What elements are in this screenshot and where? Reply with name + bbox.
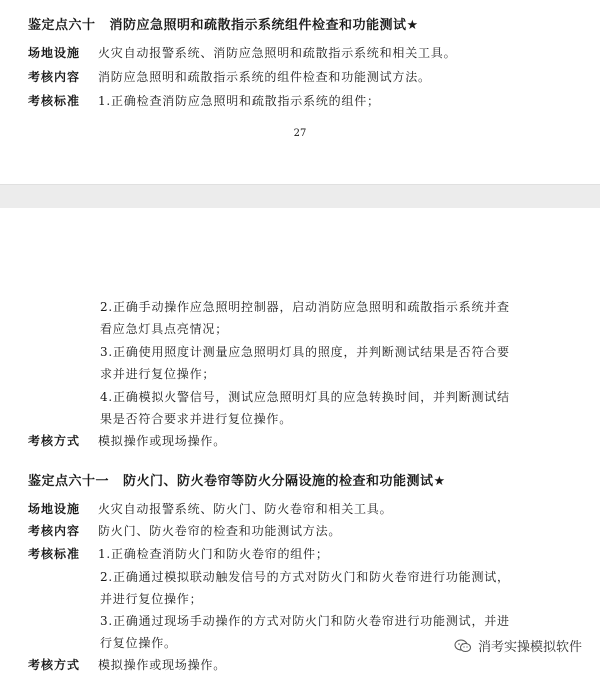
standard-item-2-line-2: 并进行复位操作； [100,592,203,606]
section-61-content-row [28,522,341,539]
site-label: 场地设施 [28,46,81,60]
section-61-number: 鉴定点六十一 [28,474,110,489]
section-60-heading [28,14,419,33]
wechat-icon [454,639,472,653]
page-number: 27 [293,128,307,139]
method-label: 考核方式 [28,434,81,448]
content-text: 消防应急照明和疏散指示系统的组件检查和功能测试方法。 [98,70,431,84]
standard-item-3-line-2: 行复位操作。 [100,636,177,650]
method-text: 模拟操作或现场操作。 [98,658,227,672]
section-61-method-row [28,656,226,673]
section-60-number: 鉴定点六十 [28,18,96,33]
site-label: 场地设施 [28,502,81,516]
method-text: 模拟操作或现场操作。 [98,434,227,448]
standard-item-3-line-2: 求并进行复位操作； [100,367,216,381]
section-61-site-row [28,500,392,517]
standard-item-1: 1.正确检查消防火门和防火卷帘的组件； [98,547,329,561]
watermark [454,636,582,655]
standard-item-4-line-2: 果是否符合要求并进行复位操作。 [100,412,293,426]
section-60-content-row [28,68,431,85]
section-60-standard-row [28,92,380,109]
standard-item-2-line-1: 2.正确手动操作应急照明控制器，启动消防应急照明和疏散指示系统并查 [100,300,510,314]
standard-item-4-line-1: 4.正确模拟火警信号，测试应急照明灯具的应急转换时间，并判断测试结 [100,390,510,404]
content-label: 考核内容 [28,524,81,538]
section-61-heading [28,470,446,489]
content-label: 考核内容 [28,70,81,84]
standard-label: 考核标准 [28,94,81,108]
section-61-standard-row [28,545,329,562]
section-61-title: 防火门、防火卷帘等防火分隔设施的检查和功能测试★ [123,474,446,489]
site-text: 火灾自动报警系统、消防应急照明和疏散指示系统和相关工具。 [98,46,457,60]
page-gap [0,184,600,210]
section-60-title: 消防应急照明和疏散指示系统组件检查和功能测试★ [109,18,419,33]
standard-label: 考核标准 [28,547,81,561]
standard-item-3-line-1: 3.正确通过现场手动操作的方式对防火门和防火卷帘进行功能测试，并进 [100,614,510,628]
section-60-site-row [28,44,456,61]
standard-item-1: 1.正确检查消防应急照明和疏散指示系统的组件； [98,94,380,108]
content-text: 防火门、防火卷帘的检查和功能测试方法。 [98,524,342,538]
standard-item-3-line-1: 3.正确使用照度计测量应急照明灯具的照度，并判断测试结果是否符合要 [100,345,510,359]
section-60-method-row [28,432,226,449]
method-label: 考核方式 [28,658,81,672]
watermark-text: 消考实操模拟软件 [478,640,583,655]
site-text: 火灾自动报警系统、防火门、防火卷帘和相关工具。 [98,502,393,516]
standard-item-2-line-2: 看应急灯具点亮情况； [100,322,229,336]
standard-item-2-line-1: 2.正确通过模拟联动触发信号的方式对防火门和防火卷帘进行功能测试， [100,570,510,584]
